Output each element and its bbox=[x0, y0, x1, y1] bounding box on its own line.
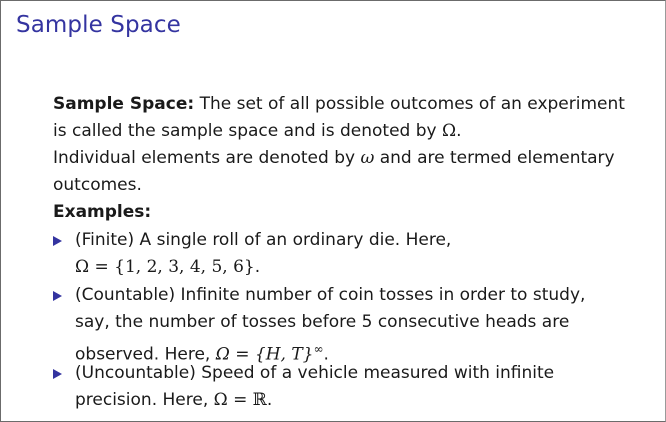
example-3-line-2 bbox=[75, 387, 635, 414]
definition-line-2 bbox=[53, 118, 633, 145]
bullet-triangle-icon bbox=[53, 291, 62, 301]
examples-heading: Examples: bbox=[53, 202, 152, 222]
example-item-finite bbox=[75, 227, 635, 281]
example-2-math: Ω = {H, T} bbox=[215, 344, 314, 365]
definition-term: Sample Space: bbox=[53, 94, 195, 114]
example-2-superscript: ∞ bbox=[313, 342, 324, 356]
example-item-uncountable bbox=[75, 360, 635, 414]
bullet-triangle-icon bbox=[53, 369, 62, 379]
example-3-line-2-text: precision. Here, bbox=[75, 390, 214, 410]
example-2-end: . bbox=[323, 344, 329, 365]
definition-line-1 bbox=[53, 91, 633, 118]
example-1-math: Ω = {1, 2, 3, 4, 5, 6} bbox=[75, 257, 255, 277]
example-3-math: Ω = ℝ bbox=[213, 390, 267, 410]
definition-line-3 bbox=[53, 145, 633, 172]
slide-title: Sample Space bbox=[16, 12, 181, 38]
example-3-line-1: (Uncountable) Speed of a vehicle measured with infinite bbox=[75, 363, 555, 383]
bullet-triangle-icon bbox=[53, 236, 62, 246]
slide-content bbox=[53, 91, 633, 410]
small-omega-symbol: ω bbox=[360, 148, 375, 168]
example-2-line-3-text: observed. Here, bbox=[75, 344, 216, 365]
example-item-countable bbox=[75, 282, 635, 369]
definition-line-2-text: is called the sample space and is denoted by bbox=[53, 121, 443, 141]
example-1-line-2 bbox=[75, 254, 635, 281]
definition-line-1-text: The set of all possible outcomes of an experiment bbox=[194, 94, 625, 114]
definition-line-3-end: and are termed elementary bbox=[374, 148, 615, 168]
example-2-line-1: (Countable) Infinite number of coin tosses in order to study, bbox=[75, 285, 586, 305]
definition-line-4: outcomes. bbox=[53, 175, 142, 195]
example-1-line-1: (Finite) A single roll of an ordinary die. Here, bbox=[75, 230, 452, 250]
definition-line-3-text: Individual elements are denoted by bbox=[53, 148, 361, 168]
example-1-end: . bbox=[254, 257, 261, 277]
example-3-end: . bbox=[266, 390, 273, 410]
definition-line-2-end: . bbox=[456, 121, 462, 141]
omega-symbol: Ω bbox=[442, 121, 457, 141]
example-2-line-2: say, the number of tosses before 5 consecutive heads are bbox=[75, 312, 570, 332]
